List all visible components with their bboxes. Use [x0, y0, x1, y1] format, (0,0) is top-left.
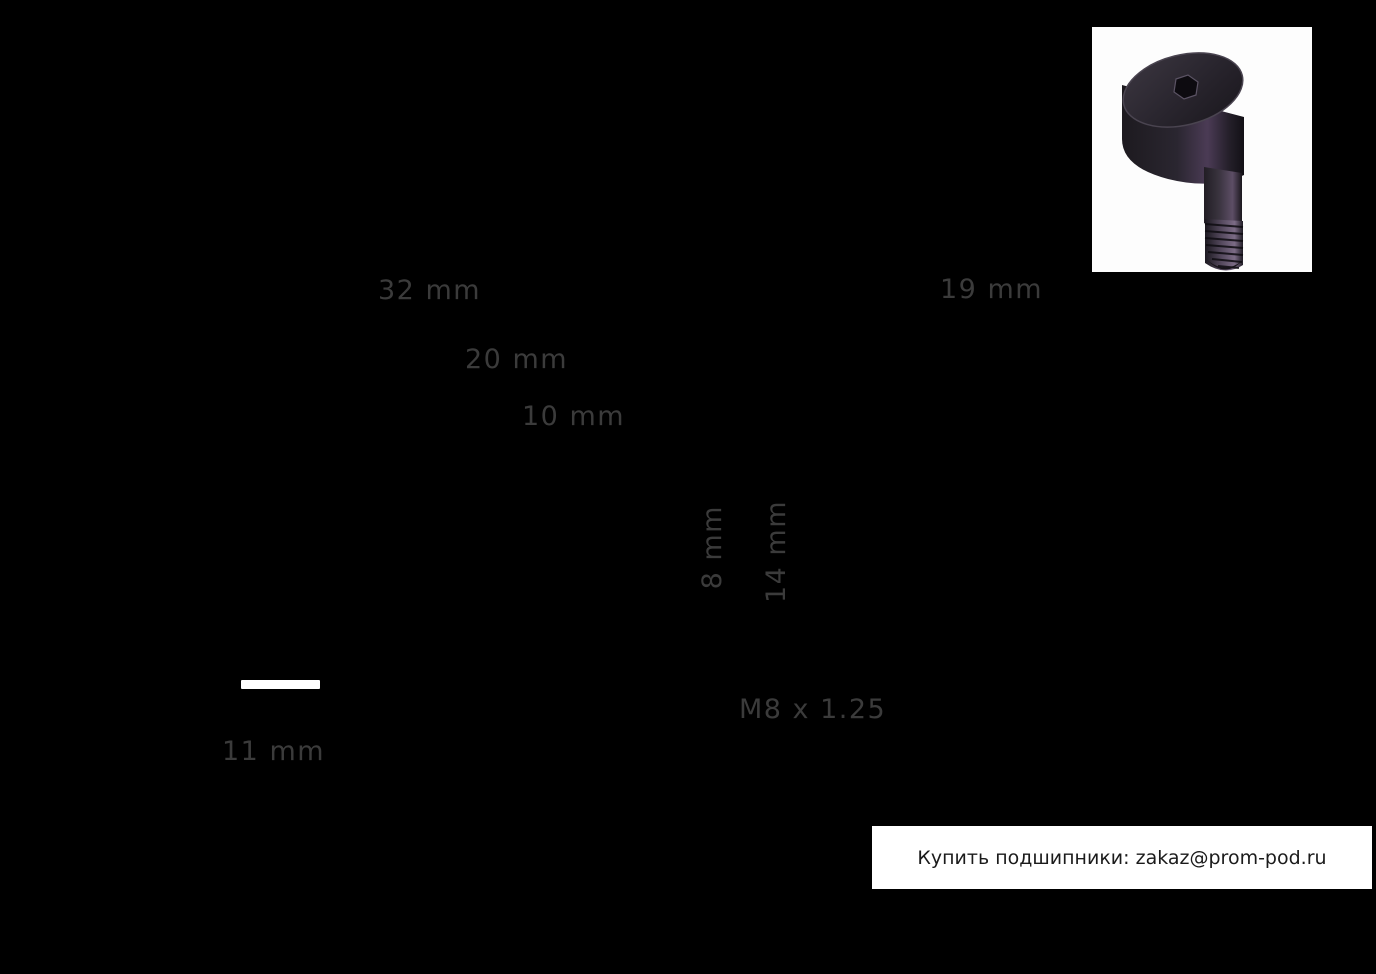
dimension-hex-socket-size: 8 mm — [697, 505, 728, 590]
dimension-flange-width: 10 mm — [522, 401, 626, 432]
product-photo — [1092, 27, 1312, 272]
dimension-roller-outer-diameter: 32 mm — [378, 275, 482, 306]
contact-banner — [872, 826, 1372, 889]
product-photo-background — [1092, 27, 1312, 272]
cam-follower-bearing-icon — [1092, 27, 1312, 272]
dimension-shank-length: 14 mm — [761, 500, 792, 604]
dimension-thread-spec: M8 x 1.25 — [739, 694, 887, 725]
scale-tick-mark — [241, 680, 320, 689]
dimension-stud-length: 11 mm — [222, 736, 326, 767]
dimension-stud-diameter: 19 mm — [940, 274, 1044, 305]
contact-banner-text: Купить подшипники: zakaz@prom-pod.ru — [917, 846, 1327, 869]
dimension-roller-width: 20 mm — [465, 344, 569, 375]
